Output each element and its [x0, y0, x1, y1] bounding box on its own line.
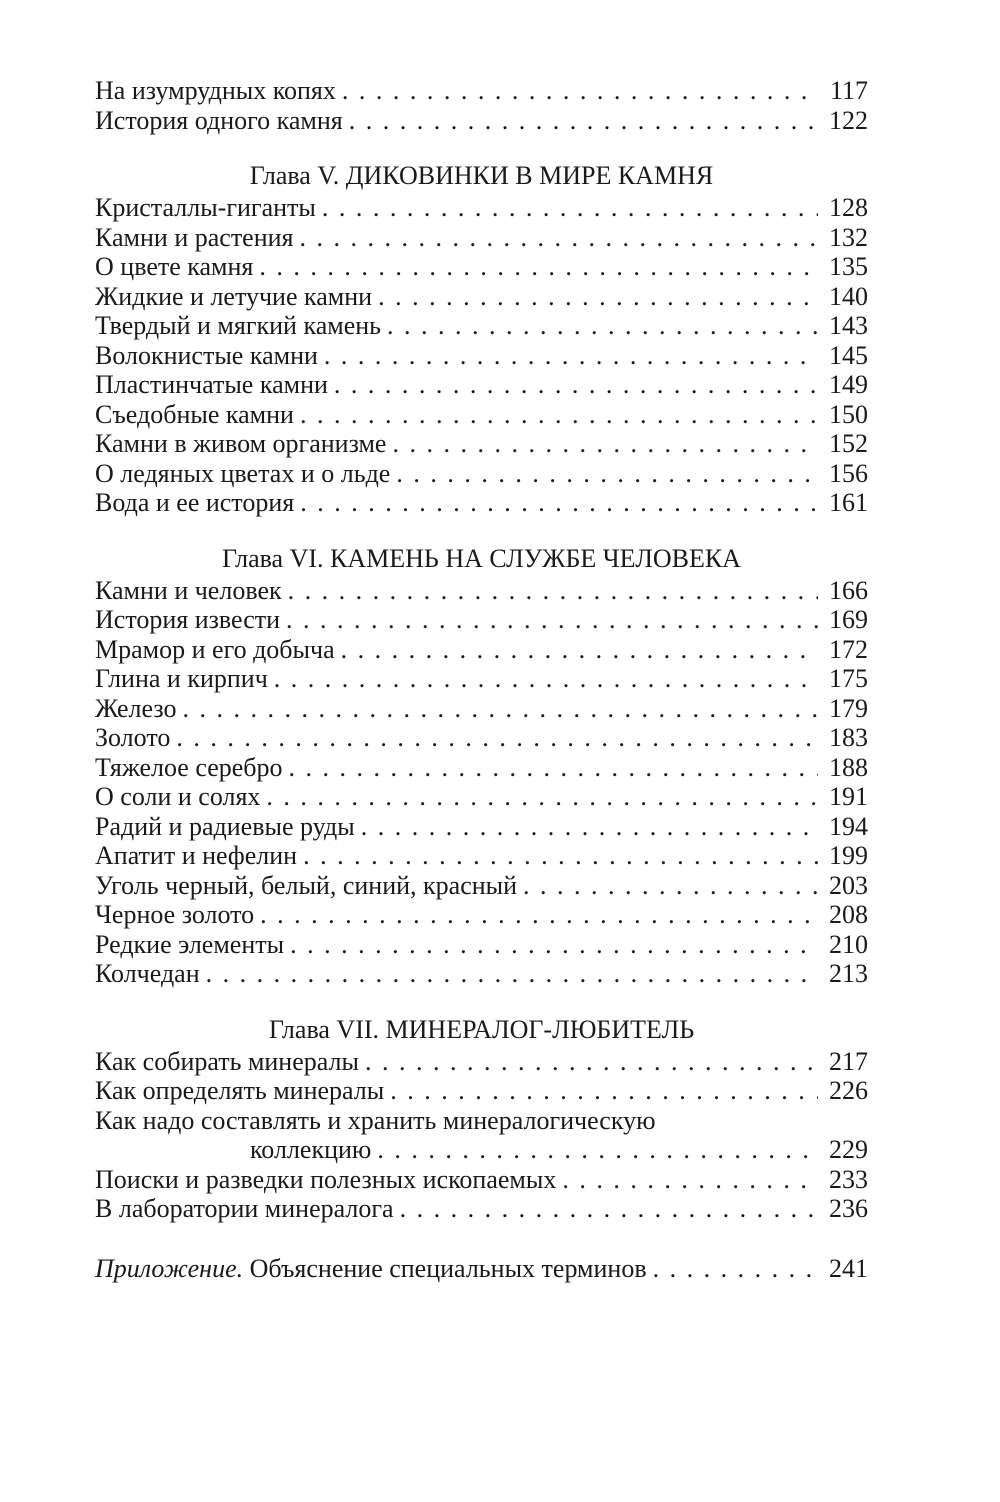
- entry-title: История одного камня: [95, 105, 343, 135]
- entry-page: 229: [829, 1135, 868, 1164]
- toc-entry: [95, 1047, 868, 1077]
- entry-page: 194: [829, 811, 868, 841]
- dot-leader: [349, 106, 818, 136]
- entry-page: 152: [829, 429, 868, 458]
- entry-page: 203: [829, 870, 868, 900]
- dot-leader: [365, 1047, 818, 1077]
- entry-title: Кристаллы-гиганты: [95, 193, 316, 222]
- entry-title: Как собирать минералы: [95, 1046, 359, 1076]
- toc-entry: [95, 1135, 868, 1165]
- entry-page: 117: [829, 76, 868, 105]
- entry-page: 150: [829, 399, 868, 429]
- dot-leader: [289, 753, 818, 783]
- entry-page: 128: [829, 193, 868, 222]
- entry-page: 169: [829, 605, 868, 634]
- entry-title: О цвете камня: [95, 252, 254, 281]
- entry-title: Камни в живом организме: [95, 429, 387, 458]
- dot-leader: [342, 76, 818, 106]
- dot-leader: [562, 1165, 818, 1195]
- dot-leader: [653, 1254, 818, 1284]
- toc-entry: [95, 1076, 868, 1106]
- toc-entry: [95, 400, 868, 430]
- entry-title: Радий и радиевые руды: [95, 811, 355, 841]
- dot-leader: [392, 429, 818, 459]
- entry-title: Уголь черный, белый, синий, красный: [95, 870, 518, 900]
- entry-title: Камни и растения: [95, 222, 294, 252]
- toc-entry: [95, 812, 868, 842]
- entry-page: 172: [829, 634, 868, 664]
- dot-leader: [377, 1135, 818, 1165]
- toc-entry: [95, 753, 868, 783]
- toc-entry: [95, 664, 868, 694]
- entry-title: Железо: [95, 693, 177, 723]
- entry-page: 145: [829, 340, 868, 370]
- entry-title: Съедобные камни: [95, 399, 294, 429]
- toc-entry: [95, 723, 868, 753]
- entry-page: 161: [829, 488, 868, 517]
- toc-entry: [95, 576, 868, 606]
- dot-leader: [176, 723, 818, 753]
- entry-page: 199: [829, 841, 868, 870]
- dot-leader: [341, 635, 818, 665]
- entry-title: Колчедан: [95, 959, 200, 988]
- toc-entry: [95, 782, 868, 812]
- entry-page: 226: [829, 1076, 868, 1105]
- entry-page: 236: [829, 1194, 868, 1223]
- dot-leader: [523, 871, 818, 901]
- toc-entry: [95, 370, 868, 400]
- toc-entry: [95, 1194, 868, 1224]
- table-of-contents: [95, 76, 868, 1283]
- dot-leader: [390, 1076, 818, 1106]
- dot-leader: [400, 1194, 818, 1224]
- toc-entry: [95, 459, 868, 489]
- entry-title: О соли и солях: [95, 782, 261, 811]
- chapter-heading: Глава VI. КАМЕНЬ НА СЛУЖБЕ ЧЕЛОВЕКА: [222, 543, 741, 573]
- toc-entry: [95, 900, 868, 930]
- toc-entry: [95, 930, 868, 960]
- entry-title: История извести: [95, 605, 281, 634]
- entry-page: 208: [829, 900, 868, 929]
- entry-page: 183: [829, 723, 868, 752]
- entry-page: 175: [829, 664, 868, 693]
- entry-page: 140: [829, 281, 868, 311]
- chapter-heading: Глава V. ДИКОВИНКИ В МИРЕ КАМНЯ: [249, 161, 714, 190]
- entry-title: Объяснение специальных терминов: [249, 1253, 647, 1283]
- entry-title: Камни и человек: [95, 575, 282, 605]
- toc-entry: [95, 959, 868, 989]
- toc-entry: [95, 841, 868, 871]
- dot-leader: [334, 370, 818, 400]
- dot-leader: [259, 252, 818, 282]
- entry-title: О ледяных цветах и о льде: [95, 458, 391, 488]
- entry-title: Как надо составлять и хранить минералогическую: [95, 1105, 656, 1135]
- dot-leader: [324, 341, 818, 371]
- toc-entry: [95, 311, 868, 341]
- entry-title: Мрамор и его добыча: [95, 634, 335, 664]
- dot-leader: [396, 459, 818, 489]
- entry-page: 179: [829, 693, 868, 723]
- entry-title: Апатит и нефелин: [95, 841, 298, 870]
- dot-leader: [378, 282, 818, 312]
- entry-title: Как определять минералы: [95, 1076, 385, 1105]
- entry-page: 149: [829, 370, 868, 399]
- dot-leader: [300, 400, 818, 430]
- entry-title: Тяжелое серебро: [95, 752, 283, 782]
- dot-leader: [274, 664, 818, 694]
- entry-page: 210: [829, 929, 868, 959]
- entry-title: Поиски и разведки полезных ископаемых: [95, 1164, 557, 1194]
- dot-leader: [288, 576, 818, 606]
- entry-title: Редкие элементы: [95, 929, 285, 959]
- entry-title: Золото: [95, 723, 171, 752]
- appendix-label: Приложение.: [95, 1253, 244, 1283]
- entry-title: Жидкие и летучие камни: [95, 281, 373, 311]
- toc-entry: [95, 429, 868, 459]
- toc-entry: [95, 76, 868, 106]
- toc-entry: [95, 1106, 868, 1136]
- entry-page: 233: [829, 1164, 868, 1194]
- entry-title: коллекцию: [250, 1135, 372, 1164]
- entry-page: 156: [829, 458, 868, 488]
- entry-page: 191: [829, 782, 868, 811]
- toc-entry: [95, 193, 868, 223]
- dot-leader: [182, 694, 818, 724]
- toc-entry: [95, 341, 868, 371]
- toc-entry: [95, 252, 868, 282]
- toc-entry: [95, 223, 868, 253]
- entry-page: 188: [829, 752, 868, 782]
- entry-page: 122: [829, 105, 868, 135]
- dot-leader: [266, 782, 818, 812]
- toc-entry: [95, 635, 868, 665]
- appendix-entry: [95, 1254, 868, 1284]
- entry-page: 132: [829, 222, 868, 252]
- dot-leader: [300, 488, 818, 518]
- chapter-heading: Глава VII. МИНЕРАЛОГ-ЛЮБИТЕЛЬ: [268, 1014, 695, 1044]
- entry-title: Волокнистые камни: [95, 340, 318, 370]
- entry-title: Глина и кирпич: [95, 664, 268, 693]
- entry-title: Черное золото: [95, 900, 255, 929]
- dot-leader: [286, 605, 818, 635]
- entry-page: 166: [829, 575, 868, 605]
- entry-title: На изумрудных копях: [95, 76, 336, 105]
- entry-page: 241: [829, 1253, 868, 1283]
- dot-leader: [322, 193, 818, 223]
- entry-title: Вода и ее история: [95, 488, 295, 517]
- toc-entry: [95, 605, 868, 635]
- entry-title: Пластинчатые камни: [95, 370, 328, 399]
- dot-leader: [303, 841, 818, 871]
- toc-entry: [95, 871, 868, 901]
- entry-page: 143: [829, 311, 868, 340]
- dot-leader: [387, 311, 818, 341]
- dot-leader: [290, 930, 818, 960]
- toc-entry: [95, 1165, 868, 1195]
- entry-page: 213: [829, 959, 868, 988]
- entry-page: 217: [829, 1046, 868, 1076]
- toc-entry: [95, 694, 868, 724]
- dot-leader: [206, 959, 818, 989]
- dot-leader: [361, 812, 818, 842]
- entry-title: В лаборатории минералога: [95, 1194, 394, 1223]
- entry-title: Твердый и мягкий камень: [95, 311, 382, 340]
- toc-entry: [95, 488, 868, 518]
- dot-leader: [300, 223, 818, 253]
- dot-leader: [260, 900, 818, 930]
- toc-entry: [95, 106, 868, 136]
- toc-entry: [95, 282, 868, 312]
- entry-page: 135: [829, 252, 868, 281]
